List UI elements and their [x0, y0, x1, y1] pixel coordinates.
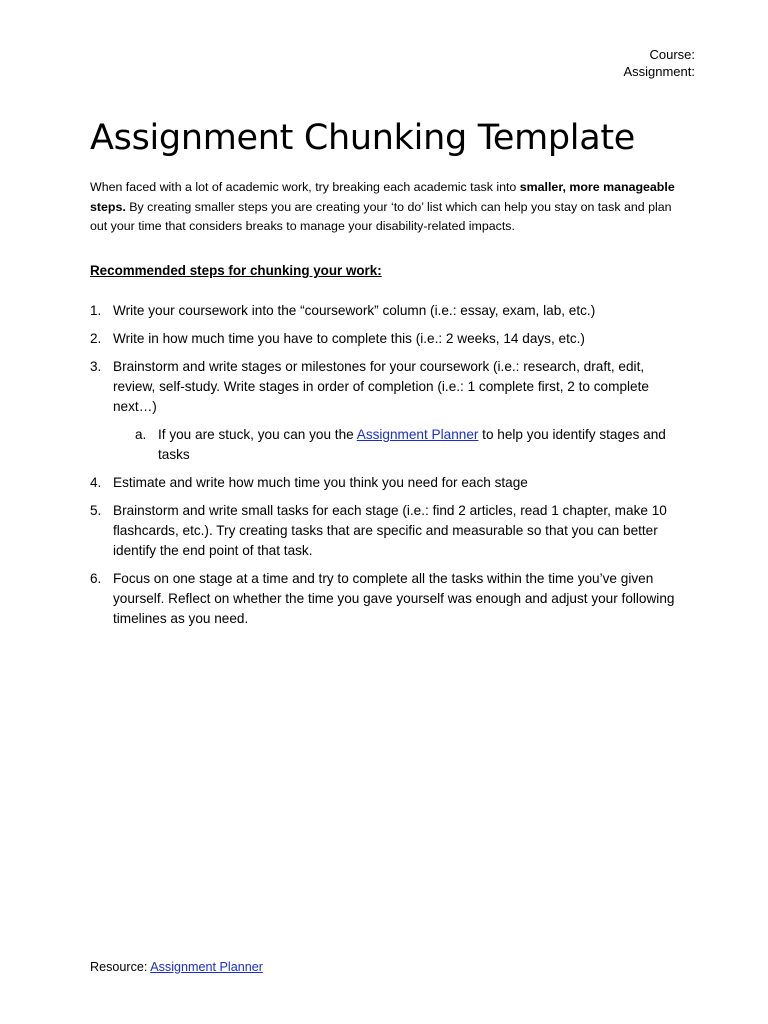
intro-text-end: By creating smaller steps you are creating your ‘to do’ list which can help you stay on task and plan out your time that considers breaks to manage your disability-related impacts. [90, 199, 672, 233]
step-number: 6. [90, 571, 102, 586]
assignment-label: Assignment: [623, 64, 695, 79]
step-text: Write your coursework into the “coursework” column (i.e.: essay, exam, lab, etc.) [113, 303, 596, 318]
intro-paragraph [90, 178, 690, 237]
step-item-4 [90, 473, 690, 493]
step-text: Write in how much time you have to complete this (i.e.: 2 weeks, 14 days, etc.) [113, 331, 585, 346]
step-item-1 [90, 301, 690, 321]
step-item-2 [90, 329, 690, 349]
substep-text-end: to help you identify stages and tasks [158, 427, 666, 462]
step-number: 4. [90, 475, 102, 490]
intro-bold-text: smaller, more manageable steps. [90, 180, 675, 214]
substep-letter: a. [135, 427, 147, 442]
course-info [623, 46, 695, 80]
steps-list [90, 301, 690, 637]
step-text: Focus on one stage at a time and try to complete all the tasks within the time you’ve given yourself. Reflect on whether the time you gave yourself was enough and adjust your following timelines as you need. [113, 571, 675, 626]
step-number: 3. [90, 359, 102, 374]
step-item-5 [90, 501, 690, 561]
course-label: Course: [649, 47, 695, 62]
step-subitem-a [90, 425, 690, 465]
step-text: Brainstorm and write small tasks for each stage (i.e.: find 2 articles, read 1 chapter, make 10 flashcards, etc.). Try creating tasks that are specific and measurable so that you can better identify the end point of that task. [113, 503, 667, 558]
intro-text-start: When faced with a lot of academic work, try breaking each academic task into [90, 180, 520, 194]
step-number: 5. [90, 503, 102, 518]
step-text: Estimate and write how much time you think you need for each stage [113, 475, 528, 490]
footer-assignment-planner-link[interactable]: Assignment Planner [150, 960, 263, 974]
step-item-6 [90, 569, 690, 629]
step-number: 1. [90, 303, 102, 318]
page-title: Assignment Chunking Template [90, 118, 636, 158]
step-number: 2. [90, 331, 102, 346]
assignment-planner-link[interactable]: Assignment Planner [356, 427, 479, 442]
step-item-3 [90, 357, 690, 417]
step-text: Brainstorm and write stages or milestones for your coursework (i.e.: research, draft, edit, review, self-study. Write stages in order of completion (i.e.: 1 complete first, 2 to complete next…) [113, 359, 649, 414]
substep-text-start: If you are stuck, you can you the [158, 427, 357, 442]
resource-label: Resource: [90, 960, 151, 974]
resource-footer [90, 960, 263, 974]
steps-heading: Recommended steps for chunking your work: [90, 263, 382, 278]
